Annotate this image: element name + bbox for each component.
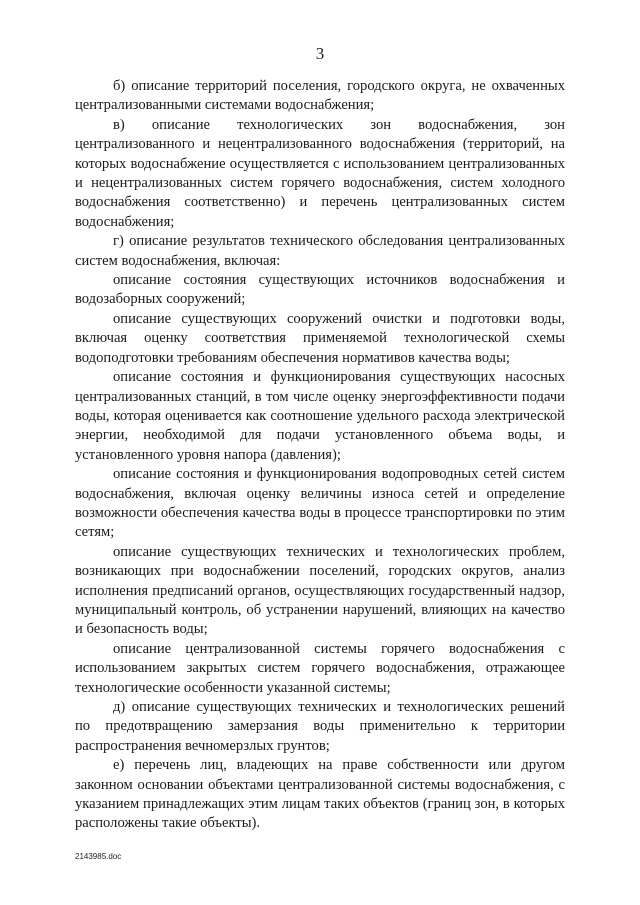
page-number: 3 [315, 44, 325, 63]
paragraph-g-treatment: описание существующих сооружений очистки и подготовки воды, включая оценку соответствия применяемой технологической схемы водоподготовки требованиям обеспечения нормативов качества воды; [75, 310, 565, 366]
paragraph-g-sources: описание состояния существующих источников водоснабжения и водозаборных сооружений; [75, 272, 565, 308]
document-filename: 2143985.doc [75, 852, 122, 861]
paragraph-g-pumping: описание состояния и функционирования существующих насосных централизованных станций, в том числе оценку энергоэффективности подачи воды, которая оценивается как соотношение удельного расхода электрической энергии, необходимой для подачи установленного объема воды, и установленного уровня напора (давления); [75, 369, 565, 463]
paragraph-g-problems: описание существующих технических и технологических проблем, возникающих при водоснабжении поселений, городских округов, анализ исполнения предписаний органов, осуществляющих государственный надзор, муниципальный контроль, об устранении нарушений, влияющих на качество и безопасность воды; [75, 543, 565, 638]
paragraph-b: б) описание территорий поселения, городского округа, не охваченных централизованными системами водоснабжения; [75, 78, 565, 114]
document-body [75, 77, 565, 834]
paragraph-g-hot-water: описание централизованной системы горячего водоснабжения с использованием закрытых систем горячего водоснабжения, отражающее технологические особенности указанной системы; [75, 640, 565, 696]
paragraph-d: д) описание существующих технических и технологических решений по предотвращению замерзания воды применительно к территории распространения вечномерзлых грунтов; [75, 699, 565, 754]
paragraph-e: е) перечень лиц, владеющих на праве собственности или другом законном основании объектами централизованной системы водоснабжения, с указанием принадлежащих этим лицам таких объектов (границ зон, в которых расположены такие объекты). [75, 757, 565, 832]
paragraph-g-networks: описание состояния и функционирования водопроводных сетей систем водоснабжения, включая оценку величины износа сетей и определение возможности обеспечения качества воды в процессе транспортировки по этим сетям; [75, 466, 565, 541]
paragraph-g: г) описание результатов технического обследования централизованных систем водоснабжения, включая: [75, 233, 565, 269]
paragraph-v: в) описание технологических зон водоснабжения, зон централизованного и нецентрализованного водоснабжения (территорий, на которых водоснабжение осуществляется с использованием централизованных и нецентрализованных систем горячего водоснабжения, систем холодного водоснабжения соответственно) и перечень централизованных систем водоснабжения; [75, 116, 565, 230]
